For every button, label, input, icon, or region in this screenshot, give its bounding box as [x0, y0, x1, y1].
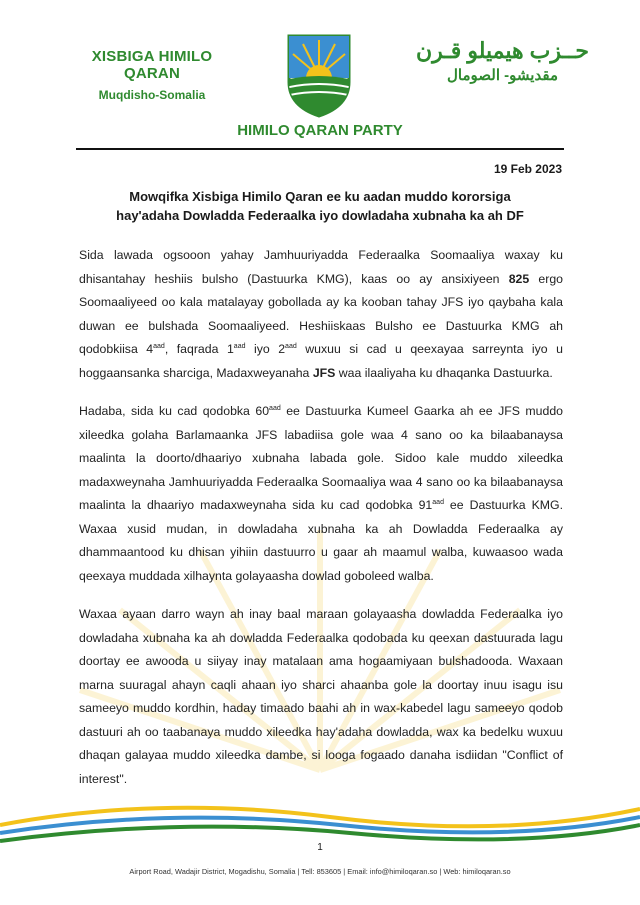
p1-text-d: , faqrada 1: [164, 342, 234, 356]
party-title-arabic: حــزب هيميلو قـرن: [415, 38, 590, 63]
title-line-1: Mowqifka Xisbiga Himilo Qaran ee ku aadan muddo kororsiga: [129, 189, 511, 204]
p2-sup-2: aad: [432, 498, 444, 506]
p2-text-b: ee Dastuurka Kumeel Gaarka ah ee JFS muddo xileedka golaha Barlamaanka JFS labadiisa gole waa 4 sano oo ka bilaabanaysa maalinta la doorto/dhaariyo xubnaha labada gole. Sidoo kale muddo xileedka madaxweynaha Jamhuuriyadda Federaalka Soomaaliya waa 4 sano oo ka bilaabanaysa maalinta la dhaariyo madaxweynaha sida ku cad qodobka 91: [79, 404, 563, 512]
p1-text-f: wuxuu si cad u qeexayaa sarreynta iyo u hoggaansanka sharciga, Madaxweyanaha: [79, 342, 563, 380]
p1-sup-3: aad: [285, 342, 297, 350]
header-divider: [76, 148, 564, 150]
document-title: [70, 187, 570, 225]
title-line-2: hay'adaha Dowladda Federaalka iyo dowladaha xubnaha ka ah DF: [116, 208, 524, 223]
document-body: [79, 244, 563, 806]
paragraph-3: Waxaa ayaan darro wayn ah inay baal maraan golayaasha dowladda Federaalka iyo dowladaha xubnaha ka ah dowladda Federaalka qodobada ku qeexan dastuurada lagu doortay ee awooda u siiyay inay matalaan ama hogaamiyaan bulshadooda. Waxaan marna suuragal ahayn caqli ahaan iyo sharci ahaanba gole la doortay inuu isagu isu sameeyo muddo kordhin, haday timaado baahi ah in wax-kabedel lagu sameeyo qodob dastuuri ah oo taabanaya muddo xileedka hay'adaha dowladda, wax ka bedelku wuxuu dhaqan galayaa muddo xileedka dambe, si looga fogaado danaha isdiidan "Conflict of interest".: [79, 607, 563, 786]
p1-sup-2: aad: [233, 342, 246, 350]
p1-text-a: Sida lawada ogsooon yahay Jamhuuriyadda Federaalka Soomaaliya waxay ku dhisantahay heshiis bulsho (Dastuurka KMG), kaas oo ay ansixiyeen: [79, 248, 563, 286]
paragraph-1: [79, 244, 563, 385]
party-name-somali: [62, 48, 242, 102]
p1-text-h: waa ilaaliyaha ku dhaqanka Dastuurka.: [335, 365, 553, 380]
party-logo-icon: [285, 32, 353, 118]
footer-contact: Airport Road, Wadajir District, Mogadishu, Somalia | Tell: 853605 | Email: info@himiloqaran.so | Web: himiloqaran.so: [129, 867, 511, 876]
party-name-arabic: [400, 38, 605, 84]
p1-delegate-count: 825: [508, 271, 530, 286]
page-number: 1: [317, 842, 323, 853]
city-somali: Muqdisho-Somalia: [98, 88, 206, 102]
p1-text-e: iyo 2: [245, 342, 286, 356]
party-name-english: HIMILO QARAN PARTY: [237, 122, 403, 139]
party-title-somali: XISBIGA HIMILO QARAN: [91, 48, 213, 82]
p1-sup-1: aad: [153, 342, 165, 350]
city-arabic: مقديشو- الصومال: [447, 67, 558, 84]
paragraph-2: [79, 400, 563, 588]
p1-jfs: JFS: [312, 365, 336, 380]
p2-sup-1: aad: [269, 404, 281, 412]
p2-text-a: Hadaba, sida ku cad qodobka 60: [79, 404, 270, 418]
p1-text-c: ergo Soomaaliyeed oo kala matalayay gobollada ay ka kooban tahay JFS iyo qaybaha kala duwan ee bulshada Soomaaliyeed. Heshiiskaas Bulsho ee Dastuurka KMG ah qodobkiisa 4: [79, 271, 563, 356]
document-date: 19 Feb 2023: [493, 162, 562, 176]
p2-text-c: ee Dastuurka KMG. Waxaa xusid mudan, in dowladaha xubnaha ka ah Dowladda Federaalka ay dhammaantood ku dhisan yihiin dastuurro u gaar ah maamul walba, kuwaasoo wada qeexaya muddada xilhaynta golayaasha dowlad goboleed walba.: [79, 498, 563, 583]
